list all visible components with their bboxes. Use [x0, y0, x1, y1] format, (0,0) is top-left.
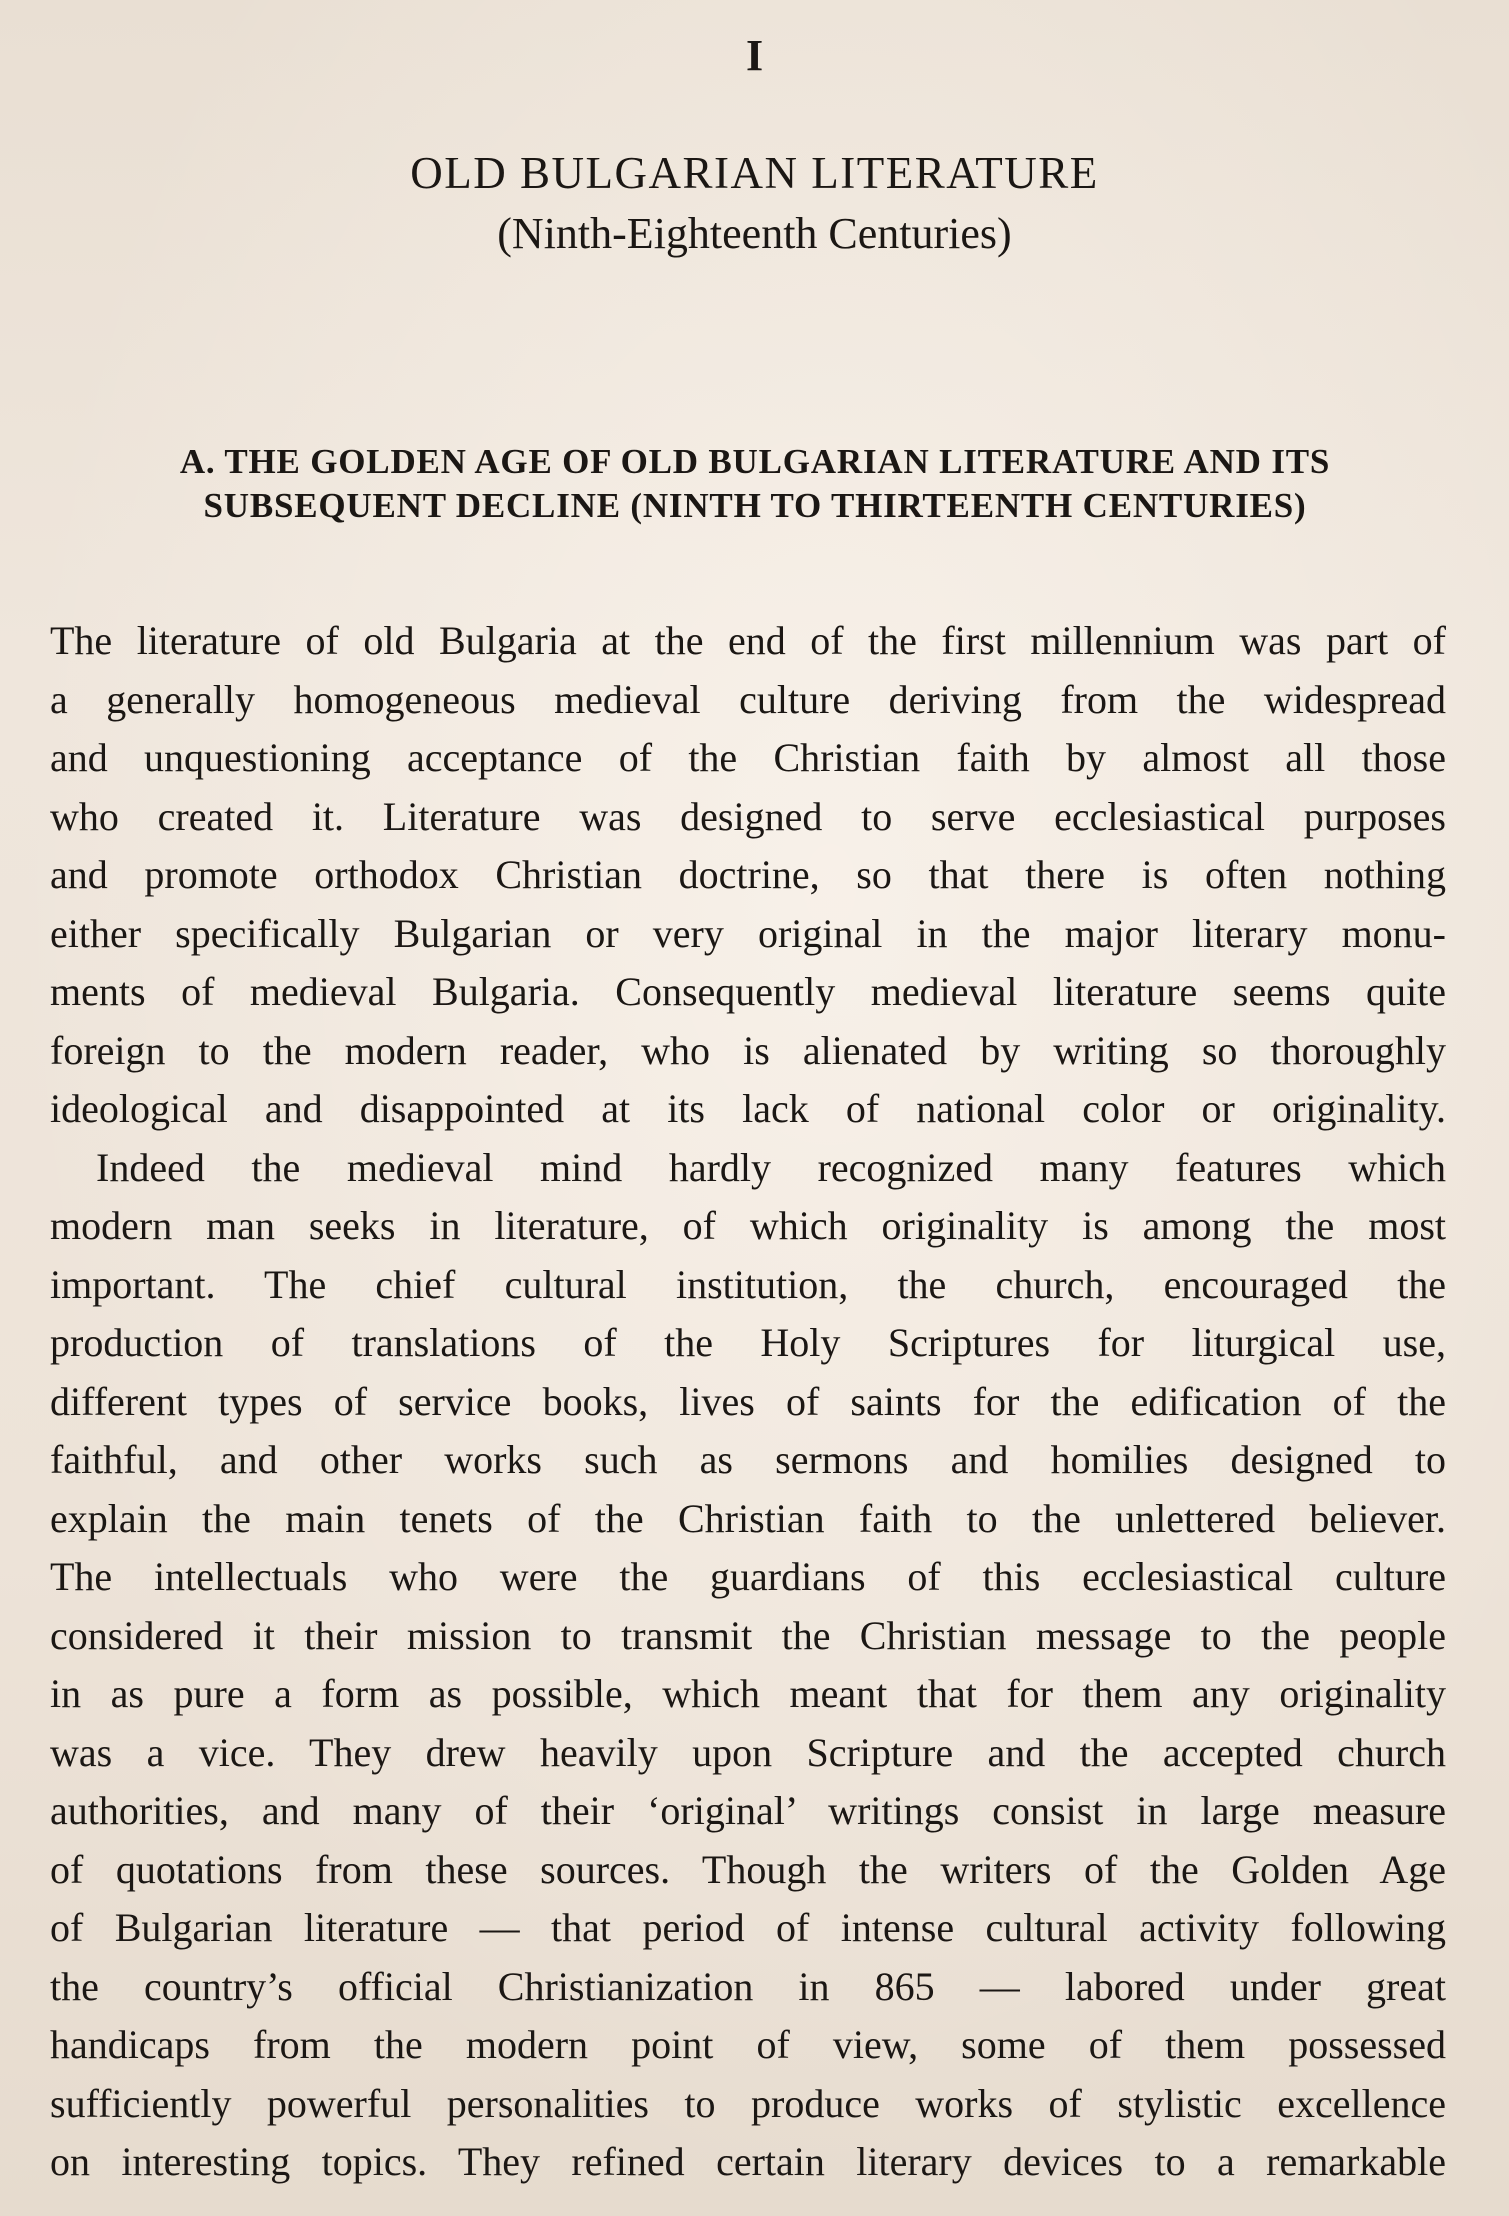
body-line: foreign to the modern reader, who is alienated by writing so thoroughly [50, 1027, 1446, 1073]
section-heading-line: A. THE GOLDEN AGE OF OLD BULGARIAN LITERATURE AND ITS [179, 442, 1331, 481]
body-line: either specifically Bulgarian or very original in the major literary monu- [50, 910, 1446, 956]
body-line: ideological and disappointed at its lack of national color or originality. [50, 1086, 1446, 1131]
section-heading-line: SUBSEQUENT DECLINE (NINTH TO THIRTEENTH CENTURIES) [203, 486, 1307, 525]
chapter-subtitle: (Ninth-Eighteenth Centuries) [497, 209, 1012, 258]
body-line: on interesting topics. They refined certain literary devices to a remarkable [50, 2139, 1446, 2184]
body-line: a generally homogeneous medieval culture deriving from the widespread [50, 676, 1446, 722]
body-line: The intellectuals who were the guardians of this ecclesiastical culture [50, 1554, 1446, 1599]
body-line: sufficiently powerful personalities to produce works of stylistic excellence [50, 2080, 1446, 2126]
body-line: production of translations of the Holy Scriptures for liturgical use, [50, 1320, 1446, 1365]
body-line: modern man seeks in literature, of which originality is among the most [50, 1203, 1446, 1248]
body-line: explain the main tenets of the Christian faith to the unlettered believer. [50, 1495, 1446, 1541]
body-line: considered it their mission to transmit the Christian message to the people [50, 1612, 1446, 1658]
body-line: different types of service books, lives of saints for the edification of the [50, 1378, 1446, 1424]
chapter-number: I [745, 31, 764, 80]
body-line: of quotations from these sources. Though the writers of the Golden Age [50, 1846, 1446, 1892]
body-line: the country’s official Christianization in 865 — labored under great [50, 1963, 1446, 2009]
body-text [50, 612, 1446, 2192]
body-line: important. The chief cultural institution, the church, encouraged the [50, 1261, 1446, 1307]
body-line: handicaps from the modern point of view, some of them possessed [50, 2022, 1446, 2067]
body-line: authorities, and many of their ‘original’ writings consist in large measure [50, 1788, 1446, 1833]
body-line: and promote orthodox Christian doctrine, so that there is often nothing [50, 852, 1446, 897]
chapter-title: OLD BULGARIAN LITERATURE [410, 148, 1099, 198]
body-line: was a vice. They drew heavily upon Scripture and the accepted church [50, 1729, 1446, 1775]
body-line: who created it. Literature was designed to serve ecclesiastical purposes [50, 793, 1446, 839]
body-line: faithful, and other works such as sermons and homilies designed to [50, 1437, 1446, 1482]
section-heading [60, 440, 1450, 528]
body-line: ments of medieval Bulgaria. Consequently medieval literature seems quite [50, 969, 1446, 1014]
body-line: and unquestioning acceptance of the Christian faith by almost all those [50, 735, 1446, 780]
body-line: of Bulgarian literature — that period of intense cultural activity following [50, 1905, 1446, 1950]
body-line: in as pure a form as possible, which meant that for them any originality [50, 1671, 1446, 1716]
body-line: The literature of old Bulgaria at the end of the first millennium was part of [50, 618, 1446, 663]
body-line-paragraph-start: Indeed the medieval mind hardly recognized many features which [96, 1144, 1446, 1190]
